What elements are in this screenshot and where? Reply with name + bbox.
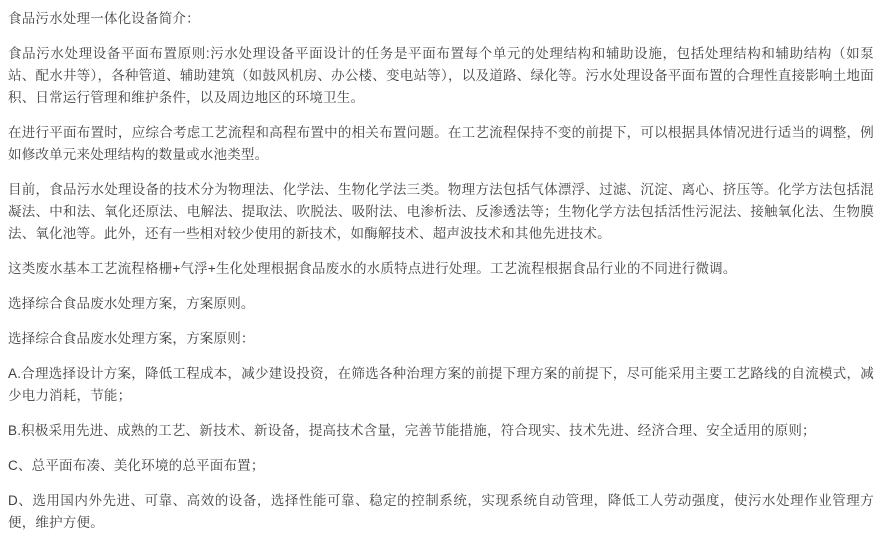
paragraph-scheme-selection-heading: 选择综合食品废水处理方案，方案原则： [8, 331, 255, 346]
paragraph-scheme-selection-statement: 选择综合食品废水处理方案，方案原则。 [8, 296, 255, 311]
paragraph-principle-a: A.合理选择设计方案，降低工程成本，减少建设投资，在筛选各种治理方案的前提下理方案的前提下，尽可能采用主要工艺路线的自流模式，减少电力消耗，节能； [8, 366, 874, 403]
paragraph-principle-d: D、选用国内外先进、可靠、高效的设备，选择性能可靠、稳定的控制系统，实现系统自动管理，降低工人劳动强度，使污水处理作业管理方便，维护方便。 [8, 493, 874, 530]
paragraph-process-flow: 这类废水基本工艺流程格栅+气浮+生化处理根据食品废水的水质特点进行处理。工艺流程根据食品行业的不同进行微调。 [8, 261, 737, 276]
paragraph-intro-title: 食品污水处理一体化设备简介： [8, 11, 200, 26]
paragraph-technology-categories: 目前，食品污水处理设备的技术分为物理法、化学法、生物化学法三类。物理方法包括气体漂浮、过滤、沉淀、离心、挤压等。化学方法包括混凝法、中和法、氧化还原法、电解法、提取法、吹脱法、吸附法、电渗析法、反渗透法等；生物化学方法包括活性污泥法、接触氧化法、生物膜法、氧化池等。此外，还有一些相对较少使用的新技术，如酶解技术、超声波技术和其他先进技术。 [8, 182, 874, 241]
paragraph-principle-b: B.积极采用先进、成熟的工艺、新技术、新设备，提高技术含量，完善节能措施，符合现实、技术先进、经济合理、安全适用的原则； [8, 423, 816, 438]
paragraph-layout-adjustment: 在进行平面布置时，应综合考虑工艺流程和高程布置中的相关布置问题。在工艺流程保持不变的前提下，可以根据具体情况进行适当的调整，例如修改单元来处理结构的数量或水池类型。 [8, 125, 874, 162]
paragraph-layout-principle: 食品污水处理设备平面布置原则:污水处理设备平面设计的任务是平面布置每个单元的处理结构和辅助设施，包括处理结构和辅助结构（如泵站、配水井等），各种管道、辅助建筑（如鼓风机房、办公楼、变电站等），以及道路、绿化等。污水处理设备平面布置的合理性直接影响土地面积、日常运行管理和维护条件，以及周边地区的环境卫生。 [8, 46, 874, 105]
paragraph-principle-c: C、总平面布凑、美化环境的总平面布置； [8, 458, 265, 473]
